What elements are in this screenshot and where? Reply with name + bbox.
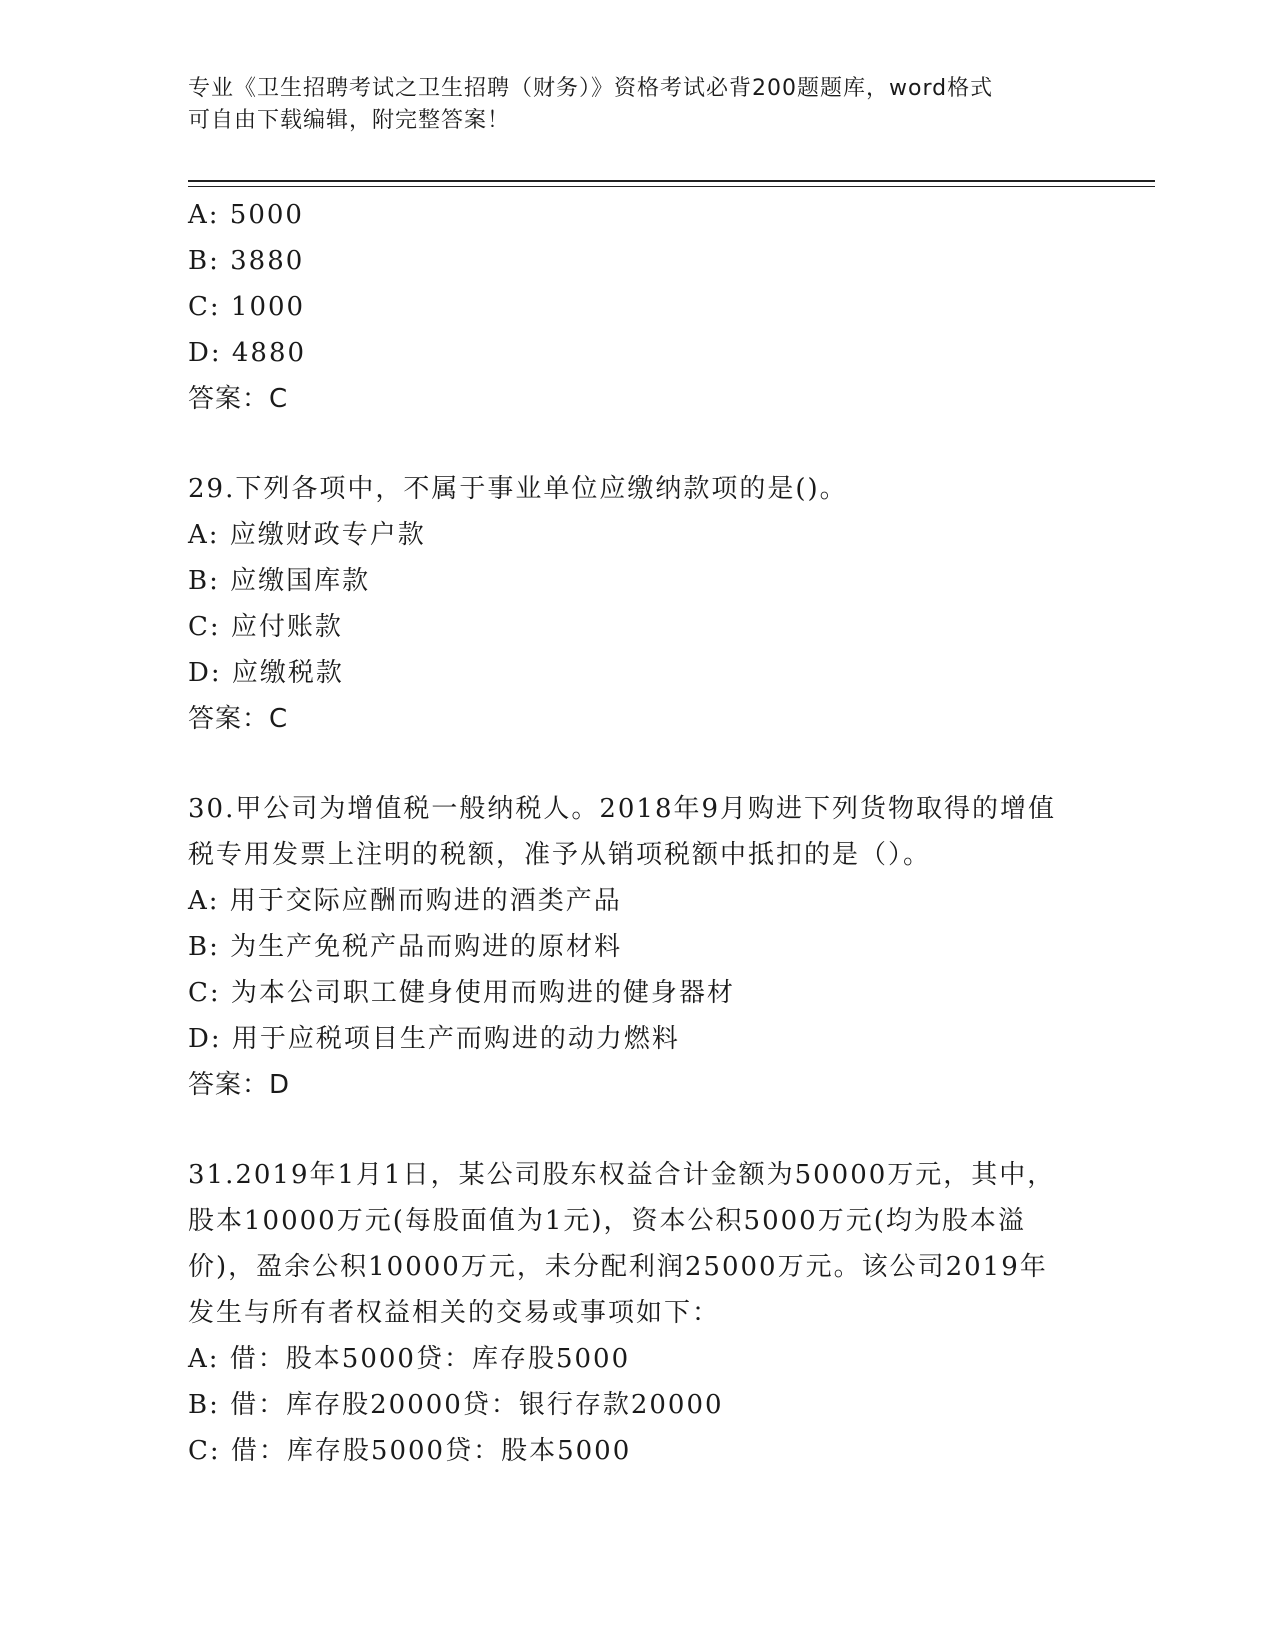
option-c: C: 借：库存股5000贷：股本5000 (188, 1436, 632, 1466)
spacer (188, 422, 1108, 466)
option-b: B: 为生产免税产品而购进的原材料 (188, 932, 623, 962)
option-a: A: 5000 (188, 200, 304, 230)
option-d: D: 4880 (188, 338, 307, 368)
header-line-2: 可自由下载编辑，附完整答案！ (188, 108, 511, 133)
question-stem: 30.甲公司为增值税一般纳税人。2018年9月购进下列货物取得的增值 (188, 794, 1057, 824)
question-stem: 31.2019年1月1日，某公司股东权益合计金额为50000万元，其中， (188, 1160, 1056, 1190)
header-rule-thick (188, 180, 1155, 182)
question-28 (188, 192, 1108, 422)
option-c: C: 1000 (188, 292, 306, 322)
question-30 (188, 786, 1108, 1108)
header-line-1: 专业《卫生招聘考试之卫生招聘（财务）》资格考试必背200题题库，word格式 (188, 76, 994, 101)
question-29 (188, 466, 1108, 742)
answer: 答案：C (188, 704, 289, 734)
option-b: B: 3880 (188, 246, 305, 276)
option-c: C: 应付账款 (188, 612, 343, 642)
question-stem: 发生与所有者权益相关的交易或事项如下： (188, 1298, 721, 1328)
answer: 答案：D (188, 1070, 291, 1100)
option-d: D: 应缴税款 (188, 658, 344, 688)
question-stem: 29.下列各项中，不属于事业单位应缴纳款项的是()。 (188, 474, 848, 504)
option-a: A: 用于交际应酬而购进的酒类产品 (188, 886, 622, 916)
header-rule-thin (188, 186, 1155, 187)
option-a: A: 借：股本5000贷：库存股5000 (188, 1344, 631, 1374)
option-c: C: 为本公司职工健身使用而购进的健身器材 (188, 978, 735, 1008)
question-content (188, 192, 1108, 1474)
option-b: B: 应缴国库款 (188, 566, 371, 596)
question-31 (188, 1152, 1108, 1474)
document-header (188, 73, 1088, 137)
option-b: B: 借：库存股20000贷：银行存款20000 (188, 1390, 724, 1420)
question-stem: 股本10000万元(每股面值为1元)，资本公积5000万元(均为股本溢 (188, 1206, 1026, 1236)
spacer (188, 1108, 1108, 1152)
option-d: D: 用于应税项目生产而购进的动力燃料 (188, 1024, 680, 1054)
spacer (188, 742, 1108, 786)
option-a: A: 应缴财政专户款 (188, 520, 426, 550)
question-stem: 价)，盈余公积10000万元，未分配利润25000万元。该公司2019年 (188, 1252, 1048, 1282)
answer: 答案：C (188, 384, 289, 414)
question-stem: 税专用发票上注明的税额，准予从销项税额中抵扣的是（）。 (188, 840, 932, 870)
